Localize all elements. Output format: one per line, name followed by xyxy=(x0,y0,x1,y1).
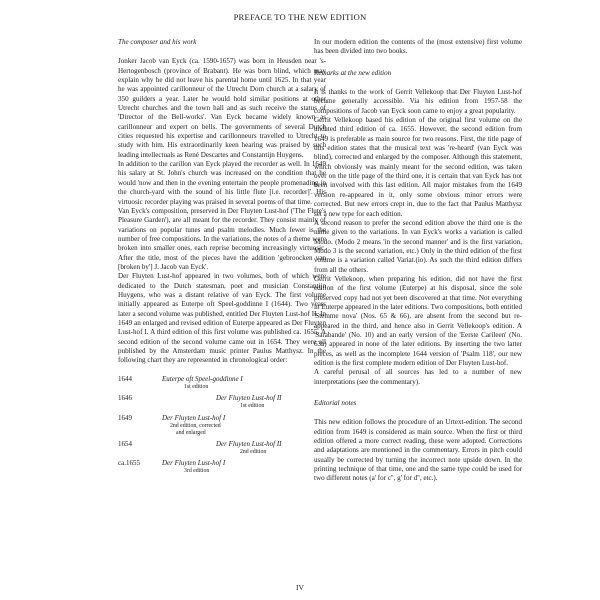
paragraph: Gerrit Vellekoop, when preparing his edition, did not have the first edition of the first volume (Euterpe) at his disposal, since the sole preserved copy had not yet been discovered at that time. Not everything in Euterpe appeared in the later editions. Two compositions, both entitled 'Stemme nova' (Nos. 65 & 66), are absent from the second but re-appeared in the third, and hence also in Gerrit Vellekoop's edition. A 'Sarabande' (No. 10) and an early version of the 'Eerste Carileen' (No. 63a) appeared in none of the later editions. By inserting the two latter pieces, as well as the incomplete 1644 version of 'Psalm 118', our new edition is the first complete modern edition of Der Fluyten Lust-hof. xyxy=(314,274,522,367)
paragraph: A careful perusal of all sources has led to a number of new interpretations (see the commentary). xyxy=(314,368,522,386)
chronology-chart xyxy=(118,375,326,479)
chronology-year: 1654 xyxy=(118,439,132,448)
paragraph: In addition to the carillon van Eyck played the recorder as well. In 1649 his salary at St. John's church was increased on the condition that he would 'now and then in the evening entertain the people promenading in the church-yard with the sound of his little flute [i.e. recorder]'. His virtuosic recorder playing was praised in several poems of that time. xyxy=(118,160,326,206)
chronology-title: Der Fluyten Lust-hof I xyxy=(162,413,226,422)
chronology-edition-note: and enlarged xyxy=(176,429,206,436)
page-number: IV xyxy=(296,583,304,592)
section-heading-editorial: Editorial notes xyxy=(314,399,357,408)
section-heading-remarks: Remarks at the new edition xyxy=(314,68,392,77)
left-column xyxy=(118,38,326,479)
chronology-title: Der Fluyten Lust-hof II xyxy=(216,394,282,403)
chronology-entry xyxy=(118,440,326,460)
section-heading-composer: The composer and his work xyxy=(118,38,197,46)
paragraph: This new edition follows the procedure of an Urtext-edition. The second edition from 1649 is considered as main source. When the first or third edition offered a more correct reading, these were adopted. Corrections and adaptations are mentioned in the commentary. Errors in pitch could usually be corrected by turning the incorrect note upside down. In the printing technique of that time, one and the same type could be used for two different notes (a' for c'', g' for d'', etc.). xyxy=(314,418,522,483)
paragraph: It is thanks to the work of Gerrit Vellekoop that Der Fluyten Lust-hof became generally accessible. Via his edition from 1957-58 the compositions of Jacob van Eyck soon came to enjoy a great popularity. xyxy=(314,88,522,115)
chronology-year: 1646 xyxy=(118,394,132,403)
chronology-title: Euterpe oft Speel-goddinne I xyxy=(162,374,243,383)
right-column xyxy=(314,38,522,484)
paragraph: Der Fluyten Lust-hof appeared in two volumes, both of which were dedicated to the Dutch statesman, poet and musician Constantijn Huygens, who was a distant relative of van Eyck. The first volume initially appeared as Euterpe oft Speel-goddinne I (1644). Two years later a second volume was published, entitled Der Fluyten Lust-hof II. In 1649 an enlarged and revised edition of Euterpe appeared as Der Fluyten Lust-hof I. A third edition of this first volume was published ca. 1655. A second edition of the second volume came out in 1654. They were all published by the Amsterdam music printer Paulus Matthysz. In the following chart they are represented in chronological order: xyxy=(118,272,326,365)
chronology-entry xyxy=(118,394,326,414)
chronology-edition: 2nd edition xyxy=(240,448,267,455)
chronology-title: Der Fluyten Lust-hof I xyxy=(162,459,226,468)
chronology-year: ca.1655 xyxy=(118,459,140,468)
chronology-edition: 1st edition xyxy=(184,383,209,390)
chronology-year: 1644 xyxy=(118,374,132,383)
paragraph: Van Eyck's composition, preserved in Der Fluyten Lust-hof ('The Flute's Pleasure Garden'), are all meant for the recorder. They consist mainly of variations on popular tunes and psalm melodies. Much fewer is the number of free compositions. In the variations, the notes of a theme were broken into smaller ones, each reprise becoming increasingly virtuosic. After the title, most of the pieces have the addition 'gebroocken van [broken by'] J. Jacob van Eyck'. xyxy=(118,206,326,271)
chronology-year: 1649 xyxy=(118,413,132,422)
chronology-edition: 2nd edition, corrected xyxy=(170,422,221,429)
chronology-entry xyxy=(118,459,326,479)
paragraph: Jonker Jacob van Eyck (ca. 1590-1657) was born in Heusden near 's-Hertogenbosch (province of Brabant). He was born blind, which may explain why he did not leave his parental home until 1625. In that year he was appointed carillonneur of the Utrecht Dom church at a salary of 350 guilders a year. Later he would hold similar positions at other Utrecht churches and the town hall and as such receive the status of 'Director of the Bell-works'. Van Eyck became widely known as carillonneur and expert on bells. The governments of several Dutch cities requested his expertise and carillonneurs travelled to Utrecht to study with him. His extraordinarily keen hearing was praised by such leading intellectuals as René Descartes and Constantijn Huygens. xyxy=(118,57,326,159)
chronology-edition: 3rd edition xyxy=(184,468,210,475)
chronology-entry xyxy=(118,375,326,395)
paragraph: Gerrit Vellekoop based his edition of the original first volume on the undated third edition of ca. 1655. However, the second edition from 1649 is preferable as main source for two reasons. First, the title page of this edition states that the musical text was 're-heard' (van Eyck was blind), corrected and enlarged by the composer. Although this statement, which obviously was mainly meant for the second edition, was taken over on the title page of the third one, it is certain that van Eyck has not been involved with this last edition. All major mistakes from the 1649 version re-appeared in it, only some obvious minor errors were corrected. But new errors crept in, due to the fact that Paulus Matthysz set a new type for each edition. xyxy=(314,116,522,218)
running-header: PREFACE TO THE NEW EDITION xyxy=(233,12,367,22)
chronology-title: Der Fluyten Lust-hof II xyxy=(216,439,282,448)
chronology-entry xyxy=(118,414,326,440)
paragraph: In our modern edition the contents of the (most extensive) first volume has been divided into two books. xyxy=(314,38,522,56)
paragraph: A second reason to prefer the second edition above the third one is the name given to the variations. In van Eyck's works a variation is called Modo. (Modo 2 means 'in the second manner' and is the first variation, Modo 3 is the second variation, etc.) Only in the third edition of the first volume is a variation called Variat.(io). As such the third edition differs from all the others. xyxy=(314,218,522,274)
chronology-edition: 1st edition xyxy=(240,403,265,410)
